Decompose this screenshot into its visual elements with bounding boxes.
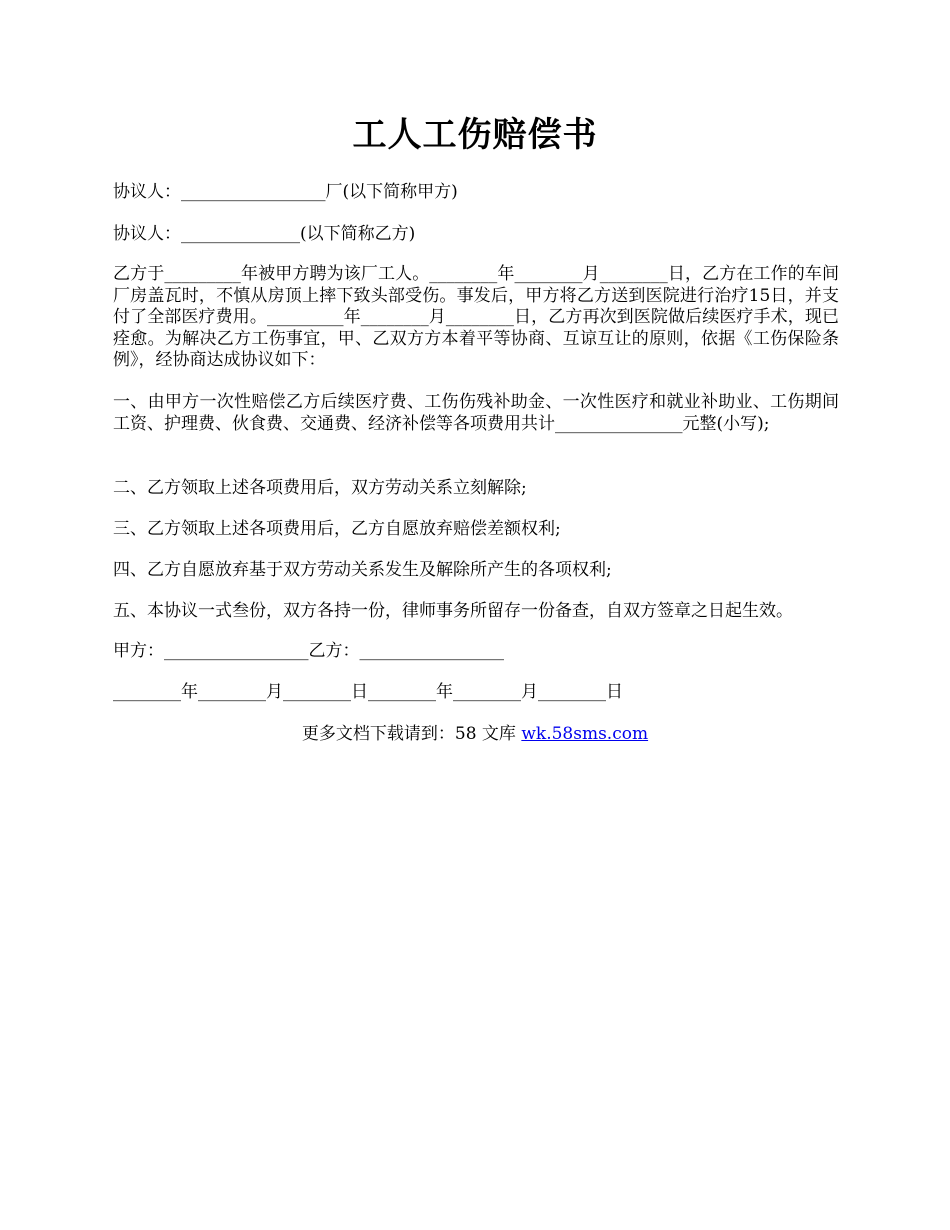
document-title: 工人工伤赔偿书 — [352, 115, 598, 155]
footer-prefix: 更多文档下载请到：58 文库 — [301, 724, 522, 744]
footer-link[interactable]: wk.58sms.com — [521, 724, 649, 744]
date-line: ________年________月________日________年________月________日 — [113, 682, 623, 702]
signature-line: 甲方：_________________乙方：_________________ — [113, 641, 504, 661]
clause-4: 四、乙方自愿放弃基于双方劳动关系发生及解除所产生的各项权利; — [113, 560, 612, 580]
footer — [113, 724, 837, 745]
clause-3: 三、乙方领取上述各项费用后，乙方自愿放弃赔偿差额权利; — [113, 519, 561, 539]
party-b-line: 协议人：______________(以下简称乙方) — [113, 224, 416, 244]
clause-2: 二、乙方领取上述各项费用后，双方劳动关系立刻解除; — [113, 478, 527, 498]
intro-paragraph: 乙方于_________年被甲方聘为该厂工人。________年________月________日，乙方在工作的车间厂房盖瓦时，不慎从房顶上摔下致头部受伤。事发后，甲方将乙方送到医院进行治疗15日，并支付了全部医疗费用。_________年________月________日，乙方再次到医院做后续医疗手术，现已痊愈。为解决乙方工伤事宜，甲、乙双方方本着平等协商、互谅互让的原则，依据《工伤保险条例》，经协商达成协议如下： — [113, 264, 839, 370]
clause-1: 一、由甲方一次性赔偿乙方后续医疗费、工伤伤残补助金、一次性医疗和就业补助业、工伤期间工资、护理费、伙食费、交通费、经济补偿等各项费用共计_______________元整(小写); — [113, 392, 839, 434]
clause-5: 五、本协议一式叁份，双方各持一份，律师事务所留存一份备查，自双方签章之日起生效。 — [113, 601, 793, 621]
party-a-line: 协议人：_________________厂(以下简称甲方) — [113, 182, 458, 202]
